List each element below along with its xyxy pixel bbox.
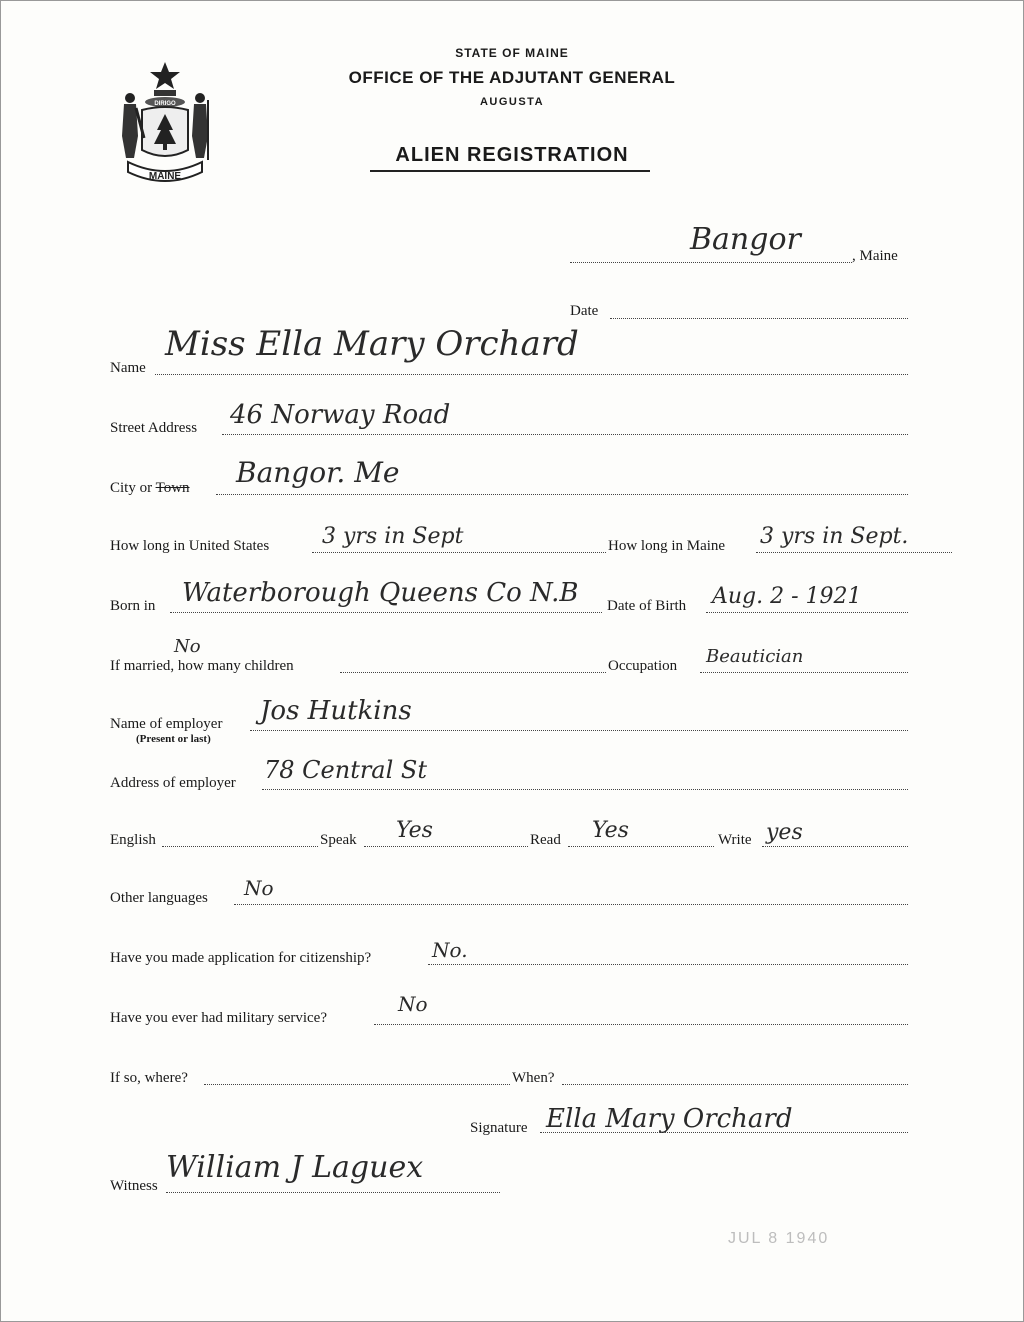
- date-stamp: JUL 8 1940: [728, 1230, 830, 1247]
- signature-label: Signature: [470, 1120, 528, 1136]
- other-languages-label: Other languages: [110, 890, 208, 906]
- born-value: Waterborough Queens Co N.B: [182, 578, 579, 608]
- children-value: No: [174, 636, 201, 657]
- english-label: English: [110, 832, 156, 848]
- title-underline: [370, 170, 650, 172]
- seal-label: MAINE: [148, 171, 182, 182]
- us-duration-value: 3 yrs in Sept: [322, 524, 464, 549]
- other-languages-value: No: [244, 876, 274, 900]
- employer-line: [250, 730, 908, 731]
- write-label: Write: [718, 832, 752, 848]
- signature-value: Ella Mary Orchard: [546, 1104, 793, 1134]
- write-value: yes: [766, 820, 803, 845]
- date-label: Date: [570, 303, 599, 319]
- witness-line: [166, 1192, 500, 1193]
- write-line: [762, 846, 908, 847]
- city-value: Bangor. Me: [236, 456, 400, 489]
- city-heading: AUGUSTA: [479, 96, 545, 108]
- other-languages-line: [234, 904, 908, 905]
- maine-duration-line: [756, 552, 952, 553]
- city-line: [216, 494, 908, 495]
- town-struck-label: Town: [155, 480, 190, 496]
- children-label: If married, how many children: [110, 658, 294, 674]
- citizenship-line: [428, 964, 908, 965]
- dob-line: [706, 612, 908, 613]
- name-label: Name: [110, 360, 146, 376]
- read-value: Yes: [592, 818, 629, 843]
- speak-value: Yes: [396, 818, 433, 843]
- employer-sublabel: (Present or last): [136, 733, 211, 745]
- dob-label: Date of Birth: [607, 598, 687, 614]
- employer-address-line: [262, 789, 908, 790]
- svg-text:DIRIGO: DIRIGO: [154, 101, 176, 107]
- location-label: , Maine: [852, 248, 898, 264]
- military-value: No: [398, 992, 428, 1016]
- military-label: Have you ever had military service?: [110, 1010, 327, 1026]
- name-value: Miss Ella Mary Orchard: [165, 324, 579, 364]
- occupation-label: Occupation: [608, 658, 678, 674]
- employer-label: Name of employer: [110, 716, 223, 732]
- dob-value: Aug. 2 - 1921: [712, 584, 862, 609]
- military-line: [374, 1024, 908, 1025]
- occupation-value: Beautician: [706, 646, 804, 667]
- city-label: City or: [110, 480, 153, 496]
- maine-seal-icon: [110, 58, 220, 188]
- us-duration-line: [312, 552, 606, 553]
- citizenship-label: Have you made application for citizenship?: [110, 950, 372, 966]
- signature-line: [540, 1132, 908, 1133]
- speak-label: Speak: [320, 832, 357, 848]
- employer-address-value: 78 Central St: [264, 756, 428, 784]
- date-line: [610, 318, 908, 319]
- occupation-line: [700, 672, 908, 673]
- form-title: ALIEN REGISTRATION: [395, 144, 629, 166]
- employer-address-label: Address of employer: [110, 775, 236, 791]
- state-heading: STATE OF MAINE: [455, 46, 569, 60]
- read-label: Read: [530, 832, 561, 848]
- where-line: [204, 1084, 510, 1085]
- where-label: If so, where?: [110, 1070, 188, 1086]
- read-line: [568, 846, 714, 847]
- maine-duration-value: 3 yrs in Sept.: [760, 524, 909, 549]
- street-line: [222, 434, 908, 435]
- when-label: When?: [512, 1070, 555, 1086]
- born-label: Born in: [110, 598, 156, 614]
- born-line: [170, 612, 602, 613]
- when-line: [562, 1084, 908, 1085]
- english-line: [162, 846, 318, 847]
- witness-label: Witness: [110, 1178, 158, 1194]
- citizenship-value: No.: [432, 938, 468, 962]
- city-label-wrap: [110, 480, 190, 497]
- employer-value: Jos Hutkins: [260, 696, 412, 726]
- location-value: Bangor: [690, 222, 801, 257]
- witness-value: William J Laguex: [166, 1150, 424, 1185]
- maine-duration-label: How long in Maine: [608, 538, 726, 554]
- street-value: 46 Norway Road: [230, 400, 451, 430]
- office-heading: OFFICE OF THE ADJUTANT GENERAL: [348, 68, 676, 87]
- location-line: [570, 262, 852, 263]
- name-line: [155, 374, 908, 375]
- children-line: [340, 672, 606, 673]
- speak-line: [364, 846, 528, 847]
- street-label: Street Address: [110, 420, 198, 436]
- us-duration-label: How long in United States: [110, 538, 270, 554]
